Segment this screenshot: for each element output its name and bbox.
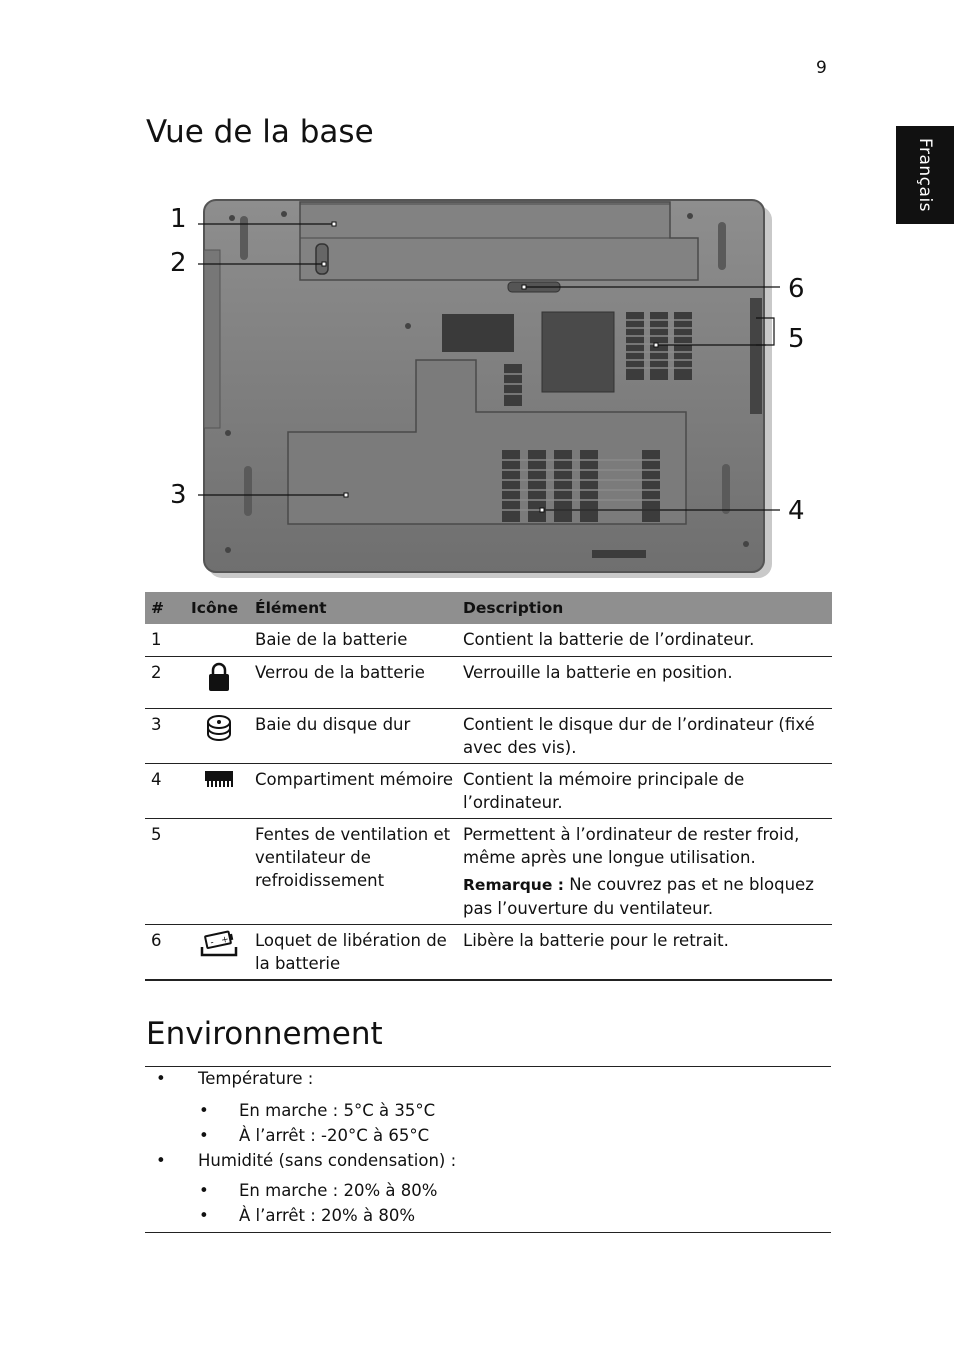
bullet: • bbox=[156, 1151, 166, 1170]
callout-4: 4 bbox=[788, 496, 805, 526]
bullet: • bbox=[199, 1181, 209, 1200]
callout-5: 5 bbox=[788, 324, 805, 354]
hard-disk-icon-svg bbox=[204, 713, 234, 743]
padlock-icon bbox=[187, 656, 251, 708]
row-description: Permettent à l’ordinateur de rester froid, même après une longue utilisation. bbox=[463, 824, 800, 867]
callout-1: 1 bbox=[170, 204, 187, 234]
svg-text:+: + bbox=[220, 934, 230, 946]
row-description: Verrouille la batterie en position. bbox=[459, 656, 832, 708]
row-number: 6 bbox=[145, 924, 187, 980]
list-item-temp-operating bbox=[145, 1098, 831, 1123]
row-description: Contient la batterie de l’ordinateur. bbox=[459, 624, 832, 656]
note-text: Ne couvrez pas et ne bloquez pas l’ouverture du ventilateur. bbox=[463, 874, 814, 918]
row-description-cell bbox=[459, 818, 832, 924]
header-icon: Icône bbox=[187, 592, 251, 624]
bullet: • bbox=[199, 1206, 209, 1225]
laptop-base-illustration bbox=[160, 188, 820, 588]
hard-disk-icon bbox=[187, 708, 251, 763]
table-row bbox=[145, 656, 832, 708]
bullet: • bbox=[156, 1069, 166, 1088]
note-label: Remarque : bbox=[463, 875, 564, 894]
memory-icon-svg bbox=[204, 768, 234, 790]
hum-operating-text: En marche : 20% à 80% bbox=[239, 1181, 438, 1200]
battery-release-icon bbox=[187, 924, 251, 980]
row-element: Compartiment mémoire bbox=[251, 763, 459, 818]
list-item-hum-off bbox=[145, 1203, 831, 1228]
row-number: 5 bbox=[145, 818, 187, 924]
temp-operating-text: En marche : 5°C à 35°C bbox=[239, 1101, 436, 1120]
components-table bbox=[145, 592, 832, 981]
row-number: 3 bbox=[145, 708, 187, 763]
row-description: Contient le disque dur de l’ordinateur (fixé avec des vis). bbox=[459, 708, 832, 763]
callout-2: 2 bbox=[170, 248, 187, 278]
table-row bbox=[145, 924, 832, 980]
list-item-temperature bbox=[145, 1068, 831, 1093]
laptop-base-figure bbox=[160, 188, 820, 588]
language-tab bbox=[896, 126, 954, 224]
temperature-label: Température : bbox=[198, 1069, 314, 1088]
language-tab-label: Français bbox=[915, 137, 935, 213]
hum-off-text: À l’arrêt : 20% à 80% bbox=[239, 1206, 416, 1225]
table-row bbox=[145, 708, 832, 763]
table-row bbox=[145, 763, 832, 818]
list-item-hum-operating bbox=[145, 1178, 831, 1203]
page-number: 9 bbox=[816, 58, 827, 78]
battery-release-icon-svg bbox=[199, 929, 239, 959]
table-row bbox=[145, 818, 832, 924]
row-number: 4 bbox=[145, 763, 187, 818]
table-row bbox=[145, 624, 832, 656]
callout-3: 3 bbox=[170, 480, 187, 510]
row-description: Libère la batterie pour le retrait. bbox=[459, 924, 832, 980]
row-element: Fentes de ventilation et ventilateur de refroidissement bbox=[251, 818, 459, 924]
row-number: 2 bbox=[145, 656, 187, 708]
temp-off-text: À l’arrêt : -20°C à 65°C bbox=[239, 1126, 430, 1145]
padlock-icon-svg bbox=[206, 661, 232, 693]
note bbox=[463, 873, 828, 920]
section-title: Vue de la base bbox=[146, 114, 374, 150]
row-icon-empty bbox=[187, 624, 251, 656]
environment-title: Environnement bbox=[146, 1016, 383, 1052]
row-description: Contient la mémoire principale de l’ordinateur. bbox=[459, 763, 832, 818]
list-item-humidity bbox=[145, 1148, 831, 1173]
callout-6: 6 bbox=[788, 274, 805, 304]
list-item-temp-off bbox=[145, 1123, 831, 1148]
humidity-label: Humidité (sans condensation) : bbox=[198, 1151, 457, 1170]
row-element: Baie du disque dur bbox=[251, 708, 459, 763]
header-number: # bbox=[145, 592, 187, 624]
row-icon-empty bbox=[187, 818, 251, 924]
row-element: Baie de la batterie bbox=[251, 624, 459, 656]
header-element: Élément bbox=[251, 592, 459, 624]
header-description: Description bbox=[459, 592, 832, 624]
row-element: Loquet de libération de la batterie bbox=[251, 924, 459, 980]
table-header-row bbox=[145, 592, 832, 624]
row-element: Verrou de la batterie bbox=[251, 656, 459, 708]
bullet: • bbox=[199, 1101, 209, 1120]
svg-text:-: - bbox=[209, 937, 215, 948]
bullet: • bbox=[199, 1126, 209, 1145]
memory-icon bbox=[187, 763, 251, 818]
environment-list bbox=[145, 1066, 831, 1233]
row-number: 1 bbox=[145, 624, 187, 656]
